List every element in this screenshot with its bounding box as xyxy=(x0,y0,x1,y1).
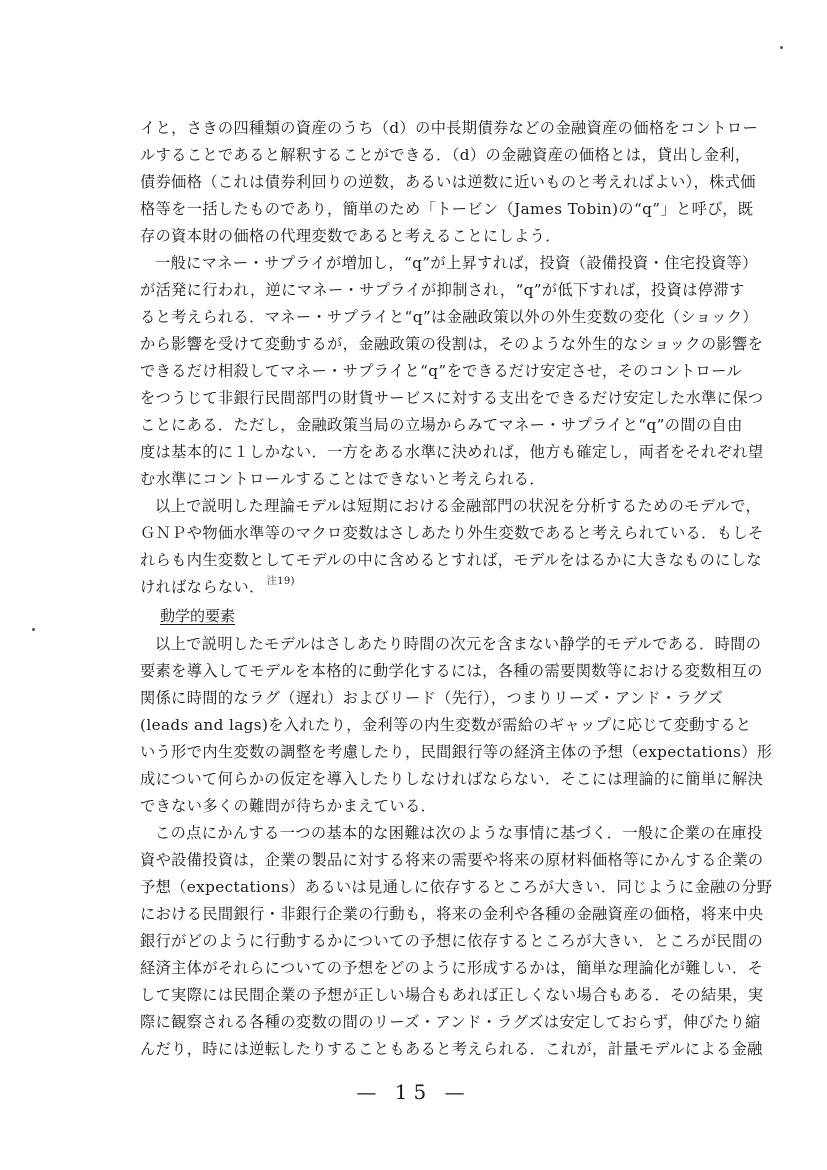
text-line: イと，さきの四種類の資産のうち（d）の中長期債券などの金融資産の価格をコントロー xyxy=(140,119,759,137)
text-line: 要素を導入してモデルを本格的に動学化するには，各種の需要関数等における変数相互の xyxy=(140,662,763,680)
text-line: ルすることであると解釈することができる．（d）の金融資産の価格とは，貸出し金利， xyxy=(140,146,751,164)
text-line: 一般にマネー・サプライが増加し，“q”が上昇すれば，投資（設備投資・住宅投資等） xyxy=(155,254,758,272)
scan-speck xyxy=(32,628,35,631)
text-line: 成について何らかの仮定を導入したりしなければならない．そこには理論的に簡単に解決 xyxy=(140,770,764,788)
text-line: 経済主体がそれらについての予想をどのように形成するかは，簡単な理論化が難しい．そ xyxy=(140,959,764,977)
text-line: できない多くの難問が待ちかまえている． xyxy=(140,797,437,815)
text-line: 資や設備投資は，企業の製品に対する将来の需要や将来の原材料価格等にかんする企業の xyxy=(140,851,764,869)
text-line: から影響を受けて変動するが，金融政策の役割は，そのような外生的なショックの影響を xyxy=(140,335,764,353)
text-line: における民間銀行・非銀行企業の行動も，将来の金利や各種の金融資産の価格，将来中央 xyxy=(140,905,764,923)
text-line: れらも内生変数としてモデルの中に含めるとすれば，モデルをはるかに大きなものにしな xyxy=(140,551,762,569)
text-line: できるだけ相殺してマネー・サプライと“q”をできるだけ安定させ，そのコントロール xyxy=(140,362,742,380)
text-line: 債券価格（これは債券利回りの逆数，あるいは逆数に近いものと考えればよい），株式価 xyxy=(140,173,756,191)
footnote-ref: 注19) xyxy=(266,576,295,587)
text-line xyxy=(140,577,700,600)
text-line: この点にかんする一つの基本的な困難は次のような事情に基づく．一般に企業の在庫投 xyxy=(155,824,763,842)
text-line: 関係に時間的なラグ（遅れ）およびリード（先行），つまりリーズ・アンド・ラグズ xyxy=(140,689,724,707)
text-line: ＧＮＰや物価水準等のマクロ変数はさしあたり外生変数であると考えられている．もしそ xyxy=(140,524,764,542)
text-span: ければならない． xyxy=(140,578,265,596)
text-line: ことにある．ただし，金融政策当局の立場からみてマネー・サプライと“q”の間の自由 xyxy=(140,416,743,434)
text-line: 際に観察される各種の変数の間のリーズ・アンド・ラグズは安定しておらず，伸びたり縮 xyxy=(140,1013,761,1031)
text-line: いう形で内生変数の調整を考慮したり，民間銀行等の経済主体の予想（expectations）形 xyxy=(140,743,773,761)
text-line: む水準にコントロールすることはできないと考えられる． xyxy=(140,470,545,488)
text-line: んだり，時には逆転したりすることもあると考えられる．これが，計量モデルによる金融 xyxy=(140,1040,763,1058)
text-line: が活発に行われ，逆にマネー・サプライが抑制され，“q”が低下すれば，投資は停滞す xyxy=(140,281,745,299)
section-heading: 動学的要素 xyxy=(160,607,236,625)
text-line: 銀行がどのように行動するかについての予想に依存するところが大きい．ところが民間の xyxy=(140,932,764,950)
scan-speck xyxy=(780,46,783,49)
text-line: して実際には民間企業の予想が正しい場合もあれば正しくない場合もある．その結果，実 xyxy=(140,986,764,1004)
text-line: 格等を一括したものであり，簡単のため「トービン（James Tobin)の“q”」と呼び，既 xyxy=(140,200,754,218)
text-line: をつうじて非銀行民間部門の財貨サービスに対する支出をできるだけ安定した水準に保つ xyxy=(140,389,764,407)
text-line: 度は基本的に１しかない．一方をある水準に決めれば，他方も確定し，両者をそれぞれ望 xyxy=(140,443,764,461)
page-number: — 15 — xyxy=(356,1080,471,1104)
text-line: 以上で説明したモデルはさしあたり時間の次元を含まない静学的モデルである．時間の xyxy=(155,635,762,653)
text-line: 予想（expectations）あるいは見通しに依存するところが大きい．同じように金融の分野 xyxy=(140,878,773,896)
text-line: 存の資本財の価格の代理変数であると考えることにしよう． xyxy=(140,227,561,245)
text-line: (leads and lags)を入れたり，金利等の内生変数が需給のギャップに応じて変動すると xyxy=(140,716,752,734)
text-line: ると考えられる．マネー・サプライと“q”は金融政策以外の外生変数の変化（ショック） xyxy=(140,308,759,326)
text-line: 以上で説明した理論モデルは短期における金融部門の状況を分析するためのモデルで， xyxy=(155,497,762,515)
